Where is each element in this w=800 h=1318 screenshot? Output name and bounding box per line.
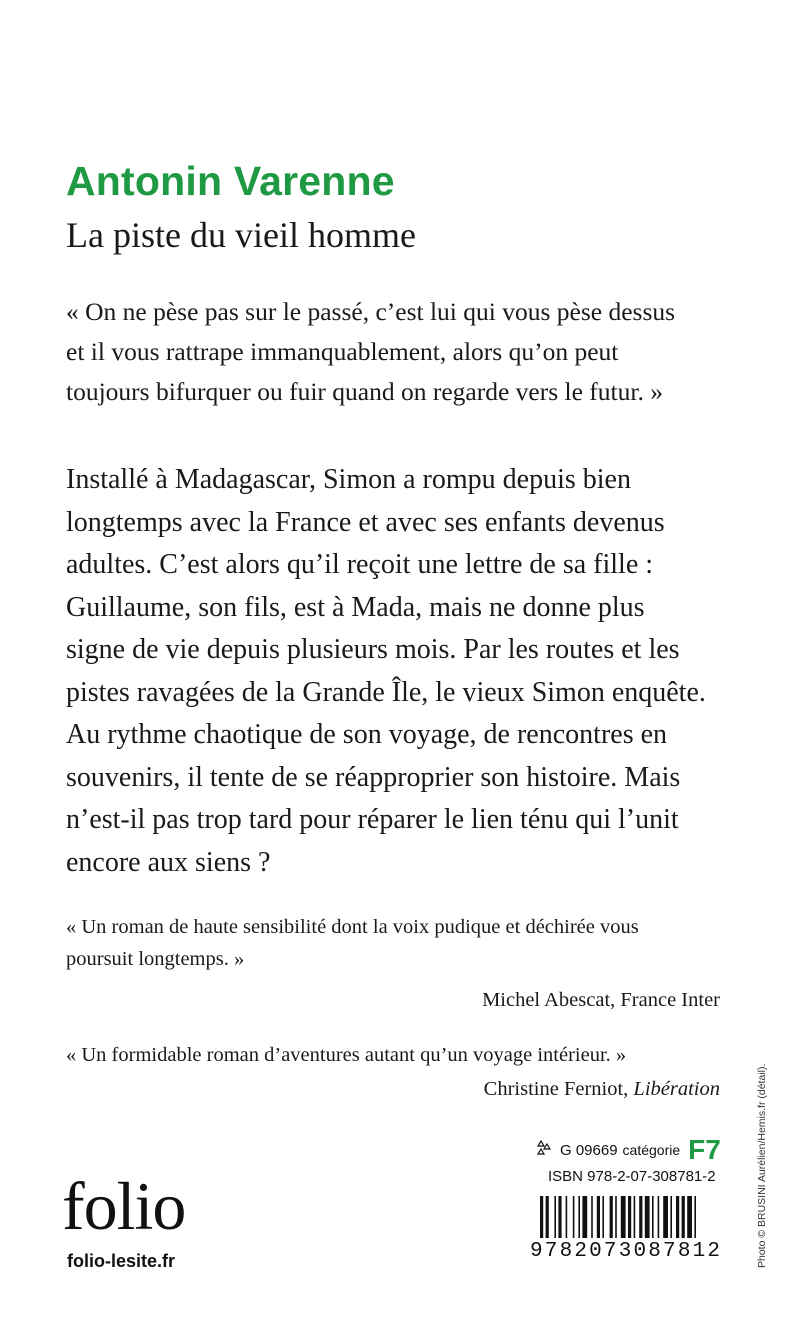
ean-digit: 7 — [544, 1240, 558, 1263]
ean-digit: 0 — [633, 1240, 647, 1263]
synopsis-line: adultes. C’est alors qu’il reçoit une lettre de sa fille : — [66, 549, 654, 580]
synopsis — [66, 459, 726, 884]
ean-digit: 7 — [603, 1240, 617, 1263]
price-category-row — [536, 1134, 721, 1165]
epigraph-line: « On ne pèse pas sur le passé, c’est lui qui vous pèse dessus — [66, 297, 676, 326]
press-review-2 — [66, 1039, 720, 1105]
isbn-number: ISBN 978-2-07-308781-2 — [548, 1168, 716, 1185]
ean-digits — [530, 1240, 720, 1263]
review-source — [66, 1073, 720, 1105]
review-source: Michel Abescat, France Inter — [482, 989, 720, 1011]
ean-digit: 8 — [648, 1240, 661, 1263]
category-code: F7 — [688, 1134, 721, 1165]
epigraph-quote — [66, 292, 726, 412]
ean-digit: 8 — [677, 1240, 691, 1263]
press-review-1 — [66, 911, 720, 1016]
epigraph-line: et il vous rattrape immanquablement, alors qu’on peut — [66, 337, 619, 366]
ean-digit: 9 — [530, 1240, 543, 1263]
category-label: catégorie — [622, 1142, 681, 1158]
ean-digit: 3 — [618, 1240, 632, 1263]
ean-digit: 8 — [559, 1240, 573, 1263]
synopsis-line: n’est-il pas trop tard pour réparer le lien ténu qui l’unit — [66, 804, 679, 835]
recycle-triangle-icon — [536, 1140, 552, 1161]
ean-digit: 2 — [574, 1240, 587, 1263]
synopsis-line: signe de vie depuis plusieurs mois. Par les routes et les — [66, 634, 680, 665]
review-source-publication: Libération — [633, 1078, 720, 1100]
synopsis-line: pistes ravagées de la Grande Île, le vieux Simon enquête. — [66, 676, 706, 708]
review-line: « Un formidable roman d’aventures autant qu’un voyage intérieur. » — [66, 1044, 627, 1066]
photo-credit: Photo © BRUSINI Aurélien/Hemis.fr (détail). — [756, 1063, 768, 1268]
barcode-icon — [538, 1196, 718, 1246]
synopsis-line: Au rythme chaotique de son voyage, de rencontres en — [66, 719, 668, 750]
publisher-website: folio-lesite.fr — [67, 1251, 176, 1271]
review-source-name: Christine Ferniot, — [483, 1078, 634, 1100]
ean-digit: 1 — [692, 1240, 706, 1263]
author-name: Antonin Varenne — [66, 158, 395, 204]
book-title: La piste du vieil homme — [66, 215, 416, 255]
ean-digit: 2 — [707, 1240, 720, 1263]
synopsis-line: souvenirs, il tente de se réapproprier son histoire. Mais — [66, 761, 681, 793]
review-line: « Un roman de haute sensibilité dont la voix pudique et déchirée vous — [66, 916, 639, 938]
publisher-logo: folio — [62, 1168, 186, 1244]
synopsis-line: Installé à Madagascar, Simon a rompu depuis bien — [66, 464, 631, 495]
synopsis-line: encore aux siens ? — [66, 846, 271, 878]
epigraph-line: toujours bifurquer ou fuir quand on regarde vers le futur. » — [66, 377, 663, 406]
synopsis-line: longtemps avec la France et avec ses enfants devenus — [66, 506, 665, 538]
price-code: G 09669 — [560, 1141, 618, 1159]
ean-digit: 7 — [663, 1240, 676, 1263]
synopsis-line: Guillaume, son fils, est à Mada, mais ne donne plus — [66, 591, 645, 623]
review-line: poursuit longtemps. » — [66, 948, 245, 970]
ean-digit: 0 — [589, 1240, 602, 1263]
